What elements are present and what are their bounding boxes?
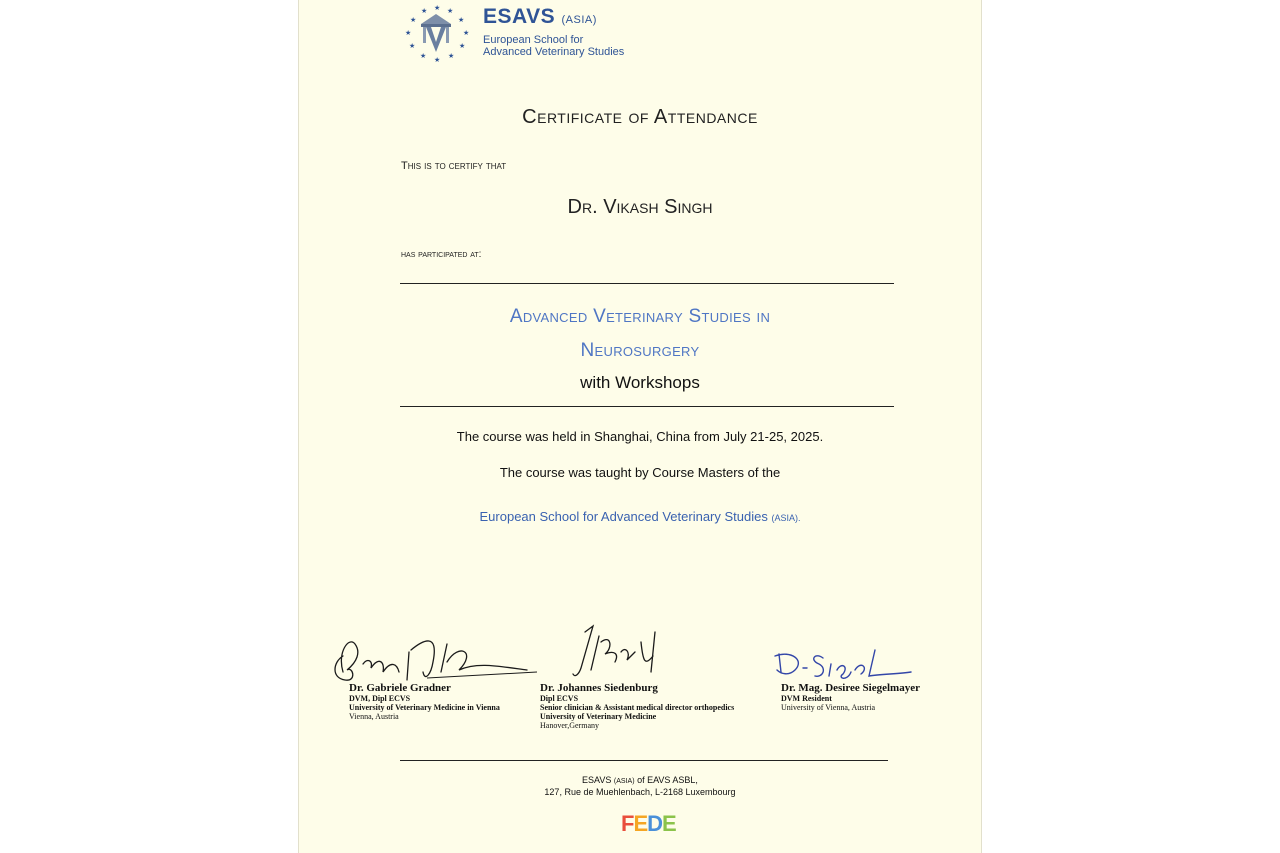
svg-text:★: ★ [410, 16, 417, 24]
signature-siegelmayer [771, 646, 921, 686]
certificate-title: Certificate of Attendance [522, 106, 758, 128]
svg-text:★: ★ [421, 7, 428, 15]
signatory-3 [781, 682, 920, 712]
footer-address: 127, Rue de Muehlenbach, L-2168 Luxembourg [544, 787, 736, 797]
brand-subtitle-line2: Advanced Veterinary Studies [483, 46, 625, 58]
course-title-line3: with Workshops [580, 373, 700, 392]
brand-main: ESAVS [483, 5, 556, 28]
course-title-line1: Advanced Veterinary Studies in [509, 306, 771, 327]
brand-region: (ASIA) [561, 14, 597, 26]
signatory-name: Dr. Johannes Siedenburg [540, 682, 658, 694]
signatory-name: Dr. Gabriele Gradner [349, 682, 451, 694]
signatory-2 [540, 682, 734, 730]
signatory-detail: Dipl ECVS [540, 694, 579, 703]
footer-org-rest: of EAVS ASBL, [637, 775, 698, 785]
brand-subtitle-line1: European School for [483, 34, 584, 46]
svg-text:★: ★ [459, 42, 466, 50]
certify-text: This is to certify that [401, 160, 507, 172]
svg-text:★: ★ [405, 29, 412, 37]
signatory-detail: University of Veterinary Medicine in Vienna [349, 703, 500, 712]
signatory-detail: Vienna, Austria [349, 712, 399, 721]
eu-stars-icon [405, 4, 469, 64]
participated-text: has participated at: [401, 249, 482, 260]
school-suffix: (ASIA). [771, 513, 801, 523]
signatory-detail: DVM, Dipl ECVS [349, 694, 411, 703]
school-name: European School for Advanced Veterinary Studies [479, 509, 768, 524]
brand-subtitle [483, 34, 624, 58]
course-title-line2: Neurosurgery [580, 340, 700, 361]
signatory-1 [349, 682, 500, 721]
esavs-logo-emblem [401, 2, 471, 64]
held-text: The course was held in Shanghai, China from July 21-25, 2025. [456, 429, 824, 444]
svg-text:★: ★ [420, 52, 427, 60]
signatory-detail: University of Vienna, Austria [781, 703, 876, 712]
svg-text:★: ★ [458, 16, 465, 24]
svg-text:★: ★ [448, 52, 455, 60]
svg-text:★: ★ [434, 56, 441, 64]
footer-org-main: ESAVS [582, 775, 612, 785]
taught-text: The course was taught by Course Masters of the [499, 465, 781, 480]
svg-text:★: ★ [463, 29, 470, 37]
svg-text:★: ★ [447, 7, 454, 15]
signatory-detail: DVM Resident [781, 694, 832, 703]
brand-name [483, 5, 597, 29]
footer-org-region: (ASIA) [613, 778, 635, 785]
signatory-detail: Hanover,Germany [540, 721, 599, 730]
svg-text:★: ★ [434, 4, 441, 12]
signatory-name: Dr. Mag. Desiree Siegelmayer [781, 682, 920, 694]
signatory-detail: Senior clinician & Assistant medical director orthopedics [540, 703, 735, 712]
school-text [299, 509, 981, 524]
footer-org [299, 775, 981, 785]
divider-top [400, 283, 894, 284]
signature-siedenburg [571, 622, 671, 684]
divider-bottom [400, 760, 888, 761]
signatory-detail: University of Veterinary Medicine [540, 712, 657, 721]
svg-text:★: ★ [409, 42, 416, 50]
temple-icon [421, 14, 451, 52]
recipient-name: Dr. Vikash Singh [567, 196, 713, 218]
certificate-page [298, 0, 982, 853]
fede-logo: FEDE [621, 811, 676, 836]
divider-middle [400, 406, 894, 407]
